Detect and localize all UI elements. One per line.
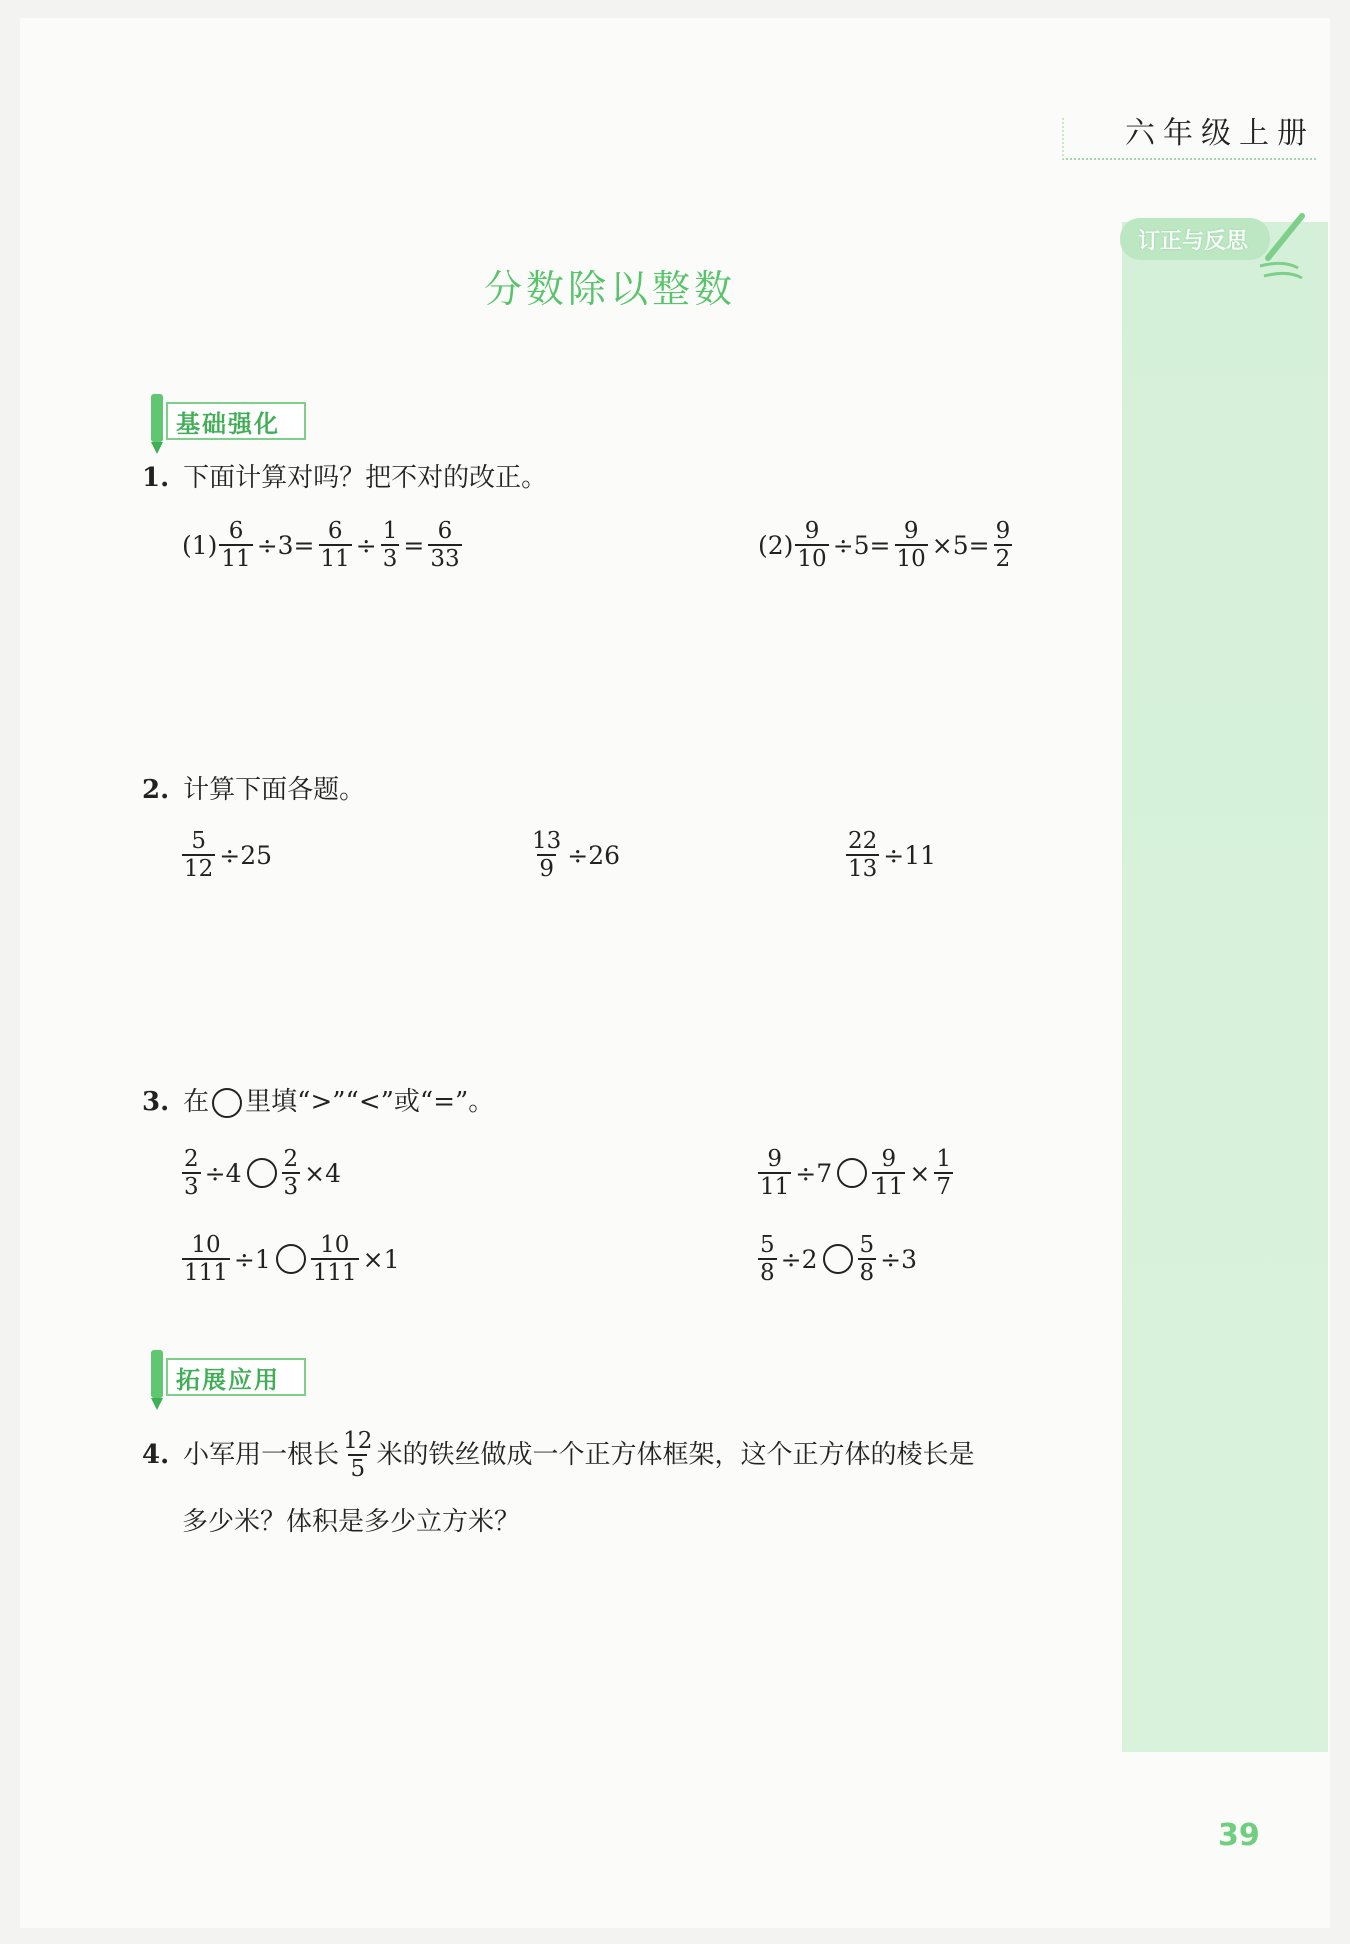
q2-expr-3 (844, 828, 938, 882)
fraction: $\frac{9}{2}$ (995, 518, 1011, 572)
fraction: $\frac{9}{11}$ (874, 1146, 904, 1200)
sidebar-tab (1120, 218, 1270, 260)
blank-circle (212, 1088, 242, 1118)
sub-tag: (2) (758, 530, 794, 560)
question-text: 多少米？体积是多少立方米？ (182, 1507, 521, 1537)
operator: ×4 (304, 1158, 341, 1188)
section-label: 基础强化 (176, 410, 280, 438)
fraction: $\frac{6}{11}$ (221, 518, 251, 572)
fraction: $\frac{13}{9}$ (532, 828, 562, 882)
question-number: 4. (142, 1440, 170, 1470)
q2-expr-2 (528, 828, 622, 882)
operator: ÷1 (233, 1244, 271, 1274)
operator: ÷25 (219, 840, 273, 870)
question-text: 计算下面各题。 (183, 775, 366, 805)
question-4-line-2 (182, 1502, 520, 1542)
operator: ÷11 (883, 840, 937, 870)
section-basic (146, 398, 316, 438)
pencil-icon (146, 390, 168, 456)
q1-expr-2 (758, 518, 1014, 572)
fraction: $\frac{22}{13}$ (848, 828, 878, 882)
question-text: 米的铁丝做成一个正方体框架，这个正方体的棱长是 (376, 1440, 975, 1470)
sub-tag: (1) (182, 530, 218, 560)
page-title: 分数除以整数 (483, 267, 736, 311)
fraction: $\frac{1}{3}$ (382, 518, 398, 572)
operator: ÷2 (780, 1244, 818, 1274)
fraction: $\frac{2}{3}$ (184, 1146, 199, 1200)
question-number: 1. (142, 463, 170, 493)
operator: ÷4 (204, 1158, 242, 1188)
sidebar-tab-label: 订正与反思 (1138, 229, 1249, 254)
fraction: $\frac{6}{11}$ (320, 518, 350, 572)
fraction: $\frac{9}{10}$ (797, 518, 827, 572)
fraction: $\frac{5}{8}$ (760, 1232, 775, 1286)
operator: ÷26 (567, 840, 621, 870)
correction-sidebar (1122, 222, 1328, 1752)
fraction: $\frac{1}{7}$ (936, 1146, 952, 1200)
operator: ÷3= (256, 530, 315, 560)
pencil-icon (146, 1346, 168, 1412)
question-text: 下面计算对吗？把不对的改正。 (183, 463, 548, 493)
q3-compare-3 (180, 1232, 402, 1286)
answer-circle[interactable] (276, 1244, 306, 1274)
fraction: $\frac{9}{10}$ (896, 518, 926, 572)
operator: ÷ (355, 530, 377, 560)
section-label: 拓展应用 (176, 1366, 280, 1394)
answer-circle[interactable] (837, 1158, 867, 1188)
fraction: $\frac{10}{111}$ (184, 1232, 228, 1286)
operator: ×1 (362, 1244, 400, 1274)
operator: × (909, 1158, 931, 1188)
fraction: $\frac{12}{5}$ (343, 1428, 373, 1482)
operator: ÷7 (795, 1158, 833, 1188)
question-text: 在 (183, 1087, 210, 1117)
fraction: $\frac{5}{8}$ (859, 1232, 875, 1286)
q2-expr-1 (180, 828, 274, 882)
pen-icon (1254, 210, 1314, 290)
question-4 (142, 1428, 974, 1482)
fraction: $\frac{2}{3}$ (283, 1146, 299, 1200)
question-2 (142, 770, 365, 810)
answer-circle[interactable] (823, 1244, 853, 1274)
question-number: 3. (142, 1087, 170, 1117)
section-extend (146, 1354, 316, 1394)
q3-compare-1 (180, 1146, 343, 1200)
page-number: 39 (1218, 1818, 1260, 1853)
operator: = (403, 530, 425, 560)
grade-label: 六年级上册 (1125, 116, 1315, 151)
fraction: $\frac{6}{33}$ (430, 518, 460, 572)
question-1 (142, 458, 547, 498)
q3-compare-2 (756, 1146, 955, 1200)
question-3 (142, 1082, 494, 1122)
operator: ÷3 (880, 1244, 917, 1274)
question-text: 小军用一根长 (183, 1440, 340, 1470)
operator: ×5= (931, 530, 990, 560)
fraction: $\frac{5}{12}$ (184, 828, 214, 882)
question-number: 2. (142, 775, 170, 805)
operator: ÷5= (832, 530, 891, 560)
q1-expr-1 (182, 518, 464, 572)
q3-compare-4 (756, 1232, 919, 1286)
fraction: $\frac{9}{11}$ (760, 1146, 790, 1200)
fraction: $\frac{10}{111}$ (312, 1232, 357, 1286)
question-text: 里填“>”“<”或“=”。 (245, 1087, 495, 1117)
answer-circle[interactable] (247, 1158, 277, 1188)
